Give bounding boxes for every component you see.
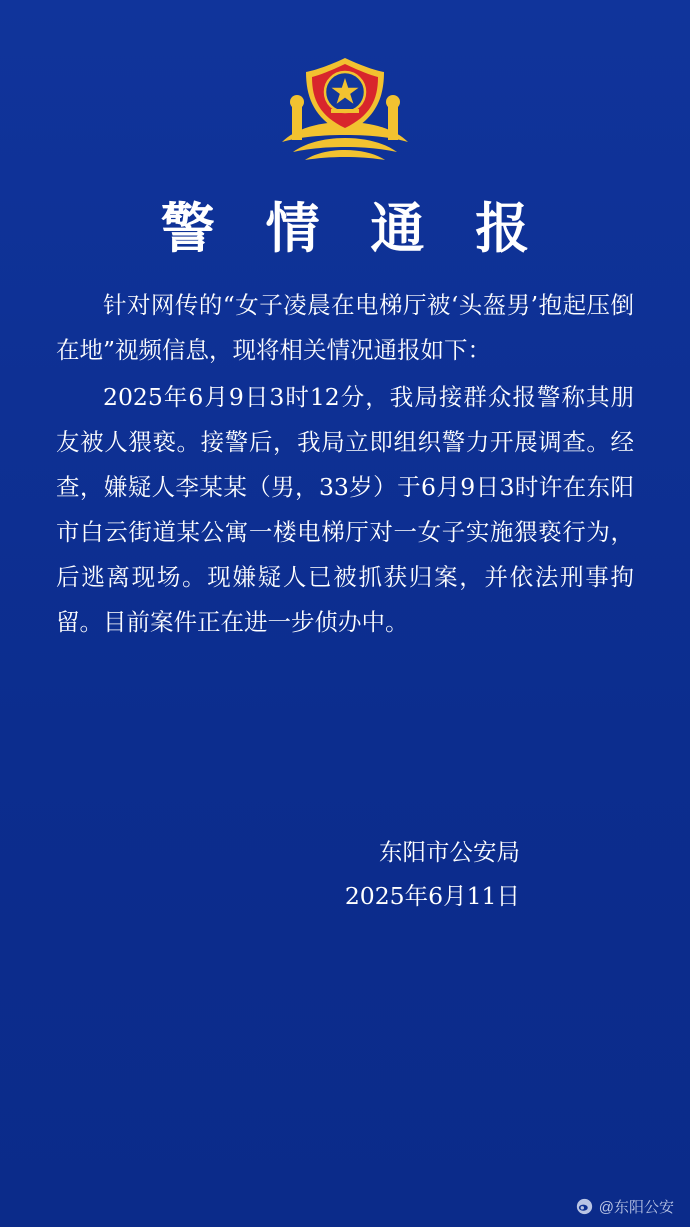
- notice-paragraph-1: 针对网传的“女子凌晨在电梯厅被‘头盔男’抱起压倒在地”视频信息，现将相关情况通报如下：: [56, 290, 634, 364]
- watermark-account: @东阳公安: [598, 1199, 674, 1216]
- signature-date: 2025年6月11日: [344, 882, 520, 910]
- signature-organization: 东阳市公安局: [379, 838, 520, 866]
- emblem-container: [0, 0, 690, 170]
- signature-block: [0, 830, 690, 918]
- weibo-icon: [576, 1198, 593, 1215]
- notice-body: [56, 283, 634, 645]
- notice-paragraph-2: 2025年6月9日3时12分，我局接群众报警称其朋友被人猥亵。接警后，我局立即组织警力开展调查。经查，嫌疑人李某某（男，33岁）于6月9日3时许在东阳市白云街道某公寓一楼电梯厅对一女子实施猥亵行为，后逃离现场。现嫌疑人已被抓获归案，并依法刑事拘留。目前案件正在进一步侦办中。: [56, 382, 634, 636]
- china-police-emblem-icon: [276, 52, 414, 170]
- watermark-footer: [576, 1196, 674, 1217]
- page-title: 警 情 通 报: [160, 196, 546, 260]
